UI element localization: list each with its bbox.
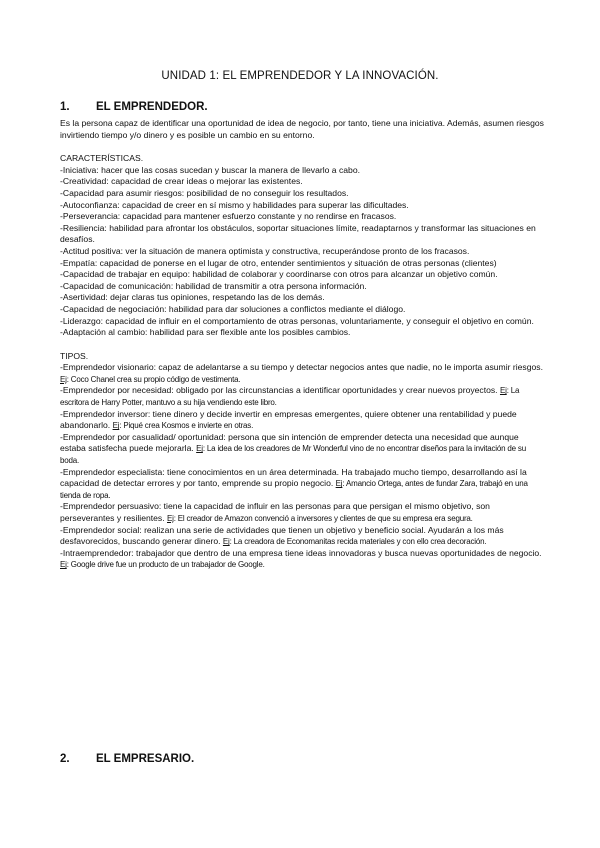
example-label: Ej bbox=[112, 421, 120, 431]
caracteristica-item: -Adaptación al cambio: habilidad para ser flexible ante los posibles cambios. bbox=[60, 327, 351, 338]
document-title: UNIDAD 1: EL EMPRENDEDOR Y LA INNOVACIÓN. bbox=[161, 70, 439, 82]
caracteristica-item: -Empatía: capacidad de ponerse en el lugar de otro, entender sentimientos y situación de otras personas (clientes) bbox=[60, 257, 497, 268]
tipo-example: : La escritora de Harry Potter, mantuvo a su hija vendiendo este libro. bbox=[60, 386, 520, 408]
caracteristica-item: -Resiliencia: habilidad para afrontar los obstáculos, soportar situaciones límite, readaptarnos y transformar las situaciones en desafíos. bbox=[60, 222, 536, 245]
caracteristica-item: -Perseverancia: capacidad para mantener esfuerzo constante y no rendirse en fracasos. bbox=[60, 211, 397, 222]
tipo-description: -Emprendedor visionario: capaz de adelantarse a su tiempo y detectar negocios antes que nadie, no le importa asumir riesgos. bbox=[60, 362, 543, 373]
caracteristica-item: -Capacidad para asumir riesgos: posibilidad de no conseguir los resultados. bbox=[60, 187, 349, 198]
tipos-list bbox=[60, 362, 544, 571]
tipo-example: : La creadora de Economanitas recida materiales y con ello crea decoración. bbox=[229, 537, 487, 547]
tipo-item bbox=[60, 525, 544, 548]
tipo-example: : Coco Chanel crea su propio código de vestimenta. bbox=[66, 374, 241, 384]
tipo-example: : Google drive fue un producto de un trabajador de Google. bbox=[66, 560, 265, 570]
caracteristica-item: -Liderazgo: capacidad de influir en el comportamiento de otras personas, voluntariamente, y conseguir el objetivo en común. bbox=[60, 315, 534, 326]
section-1-title: EL EMPRENDEDOR. bbox=[96, 101, 208, 113]
tipo-item bbox=[60, 548, 544, 571]
section-1-heading bbox=[60, 101, 208, 113]
caracteristica-item: -Capacidad de comunicación: habilidad de transmitir a otra persona información. bbox=[60, 280, 367, 291]
intro-paragraph: Es la persona capaz de identificar una oportunidad de idea de negocio, por tanto, tiene una iniciativa. Además, asumen riesgos invirtiendo tiempo y/o dinero y es posible un cambio en su entorno. bbox=[60, 118, 544, 140]
tipo-example: : Amancio Ortega, antes de fundar Zara, trabajó en una tienda de ropa. bbox=[60, 479, 528, 500]
tipo-example: : La idea de los creadores de Mr Wonderful vino de no encontrar diseños para la invitación de su boda. bbox=[60, 444, 526, 466]
section-2-heading bbox=[60, 753, 194, 765]
caracteristica-item: -Creatividad: capacidad de crear ideas o mejorar las existentes. bbox=[60, 176, 303, 187]
tipos-label: TIPOS. bbox=[60, 350, 89, 361]
tipo-description: -Intraemprendedor: trabajador que dentro de una empresa tiene ideas innovadoras y busca nuevas oportunidades de negocio. bbox=[60, 547, 542, 558]
tipo-description: -Emprendedor social: realizan una serie de actividades que tienen un objetivo y beneficio social. Ayudarán a los más desfavorecidos, buscando generar dinero. bbox=[60, 524, 504, 547]
tipo-item bbox=[60, 501, 544, 524]
caracteristica-item: -Asertividad: dejar claras tus opiniones, respetando las de los demás. bbox=[60, 292, 325, 303]
caracteristica-item: -Iniciativa: hacer que las cosas sucedan y buscar la manera de llevarlo a cabo. bbox=[60, 164, 360, 175]
example-label: Ej bbox=[335, 479, 343, 489]
tipo-item bbox=[60, 432, 544, 467]
tipo-description: -Emprendedor inversor: tiene dinero y decide invertir en empresas emergentes, quiere obtener una rentabilidad y puede abandonarlo. bbox=[60, 408, 517, 431]
tipo-item bbox=[60, 467, 544, 502]
tipo-item bbox=[60, 362, 544, 385]
tipo-description: -Emprendedor por necesidad: obligado por las circunstancias a identificar oportunidades y crear nuevos proyectos. bbox=[60, 385, 500, 396]
tipo-description: -Emprendedor persuasivo: tiene la capacidad de influir en las personas para que persigan el mismo objetivo, son perseverantes y resilientes. bbox=[60, 501, 490, 523]
tipo-item bbox=[60, 385, 544, 408]
tipo-description: -Emprendedor especialista: tiene conocimientos en un área determinada. Ha trabajado mucho tiempo, desarrollando así la capacidad de detectar errores y por tanto, emprende su propio negocio. bbox=[60, 466, 527, 489]
tipo-description: -Emprendedor por casualidad/ oportunidad: persona que sin intención de emprender detecta una necesidad que aunque estaba satisfecha puede mejorarla. bbox=[60, 431, 519, 454]
caracteristica-item: -Capacidad de trabajar en equipo: habilidad de colaborar y coordinarse con otros para alcanzar un objetivo común. bbox=[60, 269, 498, 280]
tipo-example: : Piqué crea Kosmos e invierte en otras. bbox=[119, 421, 254, 431]
caracteristica-item: -Capacidad de negociación: habilidad para dar soluciones a conflictos mediante el diálogo. bbox=[60, 303, 406, 314]
example-label: Ej bbox=[499, 386, 507, 396]
example-label: Ej bbox=[167, 514, 174, 523]
example-label: Ej bbox=[60, 560, 67, 570]
section-2-number: 2. bbox=[60, 753, 70, 765]
caracteristica-item: -Actitud positiva: ver la situación de manera optimista y constructiva, recuperándose pronto de los fracasos. bbox=[60, 245, 470, 256]
section-1-body bbox=[60, 118, 544, 571]
example-label: Ej bbox=[222, 537, 230, 547]
caracteristica-item: -Autoconfianza: capacidad de creer en sí mismo y habilidades para superar las dificultades. bbox=[60, 199, 409, 210]
section-1-number: 1. bbox=[60, 101, 70, 113]
caracteristicas-list bbox=[60, 165, 544, 339]
example-label: Ej bbox=[196, 444, 203, 454]
tipo-example: : El creador de Amazon convenció a inversores y clientes de que su empresa era segura. bbox=[173, 514, 473, 523]
tipo-item bbox=[60, 409, 544, 432]
caracteristicas-label: CARACTERÍSTICAS. bbox=[60, 153, 144, 164]
example-label: Ej bbox=[60, 374, 67, 384]
section-2-title: EL EMPRESARIO. bbox=[96, 753, 195, 765]
